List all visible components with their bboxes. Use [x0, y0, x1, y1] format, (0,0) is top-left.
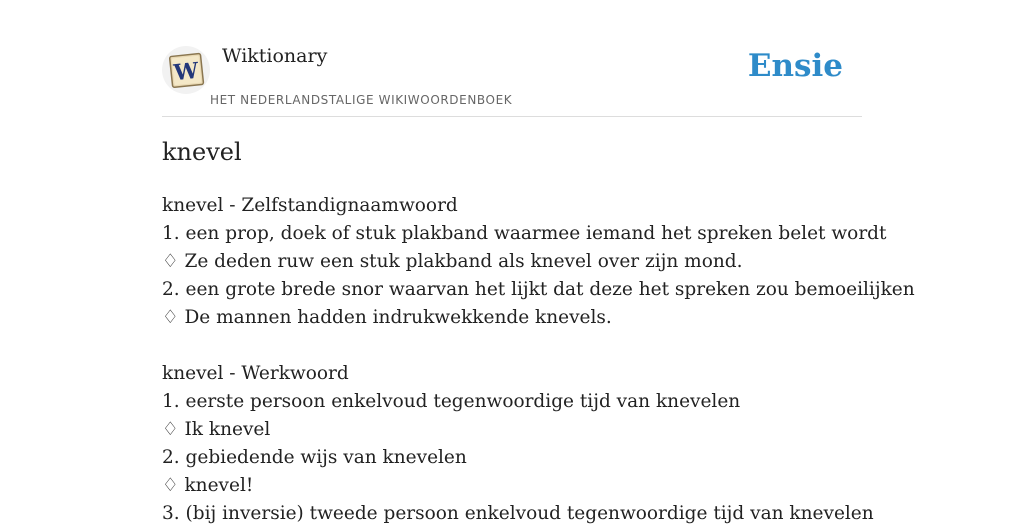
definition-line: 1. eerste persoon enkelvoud tegenwoordige tijd van knevelen — [162, 391, 741, 412]
entry-verb — [162, 360, 874, 528]
wiktionary-logo-graphic — [162, 46, 210, 94]
logo-letter: W — [172, 57, 200, 87]
entry-separator — [162, 332, 862, 360]
example-line: ♢ knevel! — [162, 475, 254, 496]
definition-line: 1. een prop, doek of stuk plakband waarmee iemand het spreken belet wordt — [162, 223, 887, 244]
entry-heading: knevel - Werkwoord — [162, 363, 349, 384]
example-line: ♢ Ik knevel — [162, 419, 271, 440]
wiktionary-logo-icon[interactable] — [162, 46, 210, 94]
definition-line: 3. (bij inversie) tweede persoon enkelvoud tegenwoordige tijd van knevelen — [162, 503, 874, 524]
site-name[interactable]: Wiktionary — [222, 45, 328, 67]
entry-heading: knevel - Zelfstandignaamwoord — [162, 195, 458, 216]
example-line: ♢ Ze deden ruw een stuk plakband als knevel over zijn mond. — [162, 251, 743, 272]
site-header — [162, 0, 862, 117]
page-title: knevel — [162, 138, 242, 166]
definition-content — [162, 192, 915, 528]
entry-noun — [162, 192, 915, 332]
ensie-brand-link[interactable]: Ensie — [747, 48, 843, 84]
example-line: ♢ De mannen hadden indrukwekkende knevels. — [162, 307, 612, 328]
site-tagline: HET NEDERLANDSTALIGE WIKIWOORDENBOEK — [210, 93, 513, 107]
definition-line: 2. een grote brede snor waarvan het lijkt dat deze het spreken zou bemoeilijken — [162, 279, 915, 300]
definition-line: 2. gebiedende wijs van knevelen — [162, 447, 467, 468]
